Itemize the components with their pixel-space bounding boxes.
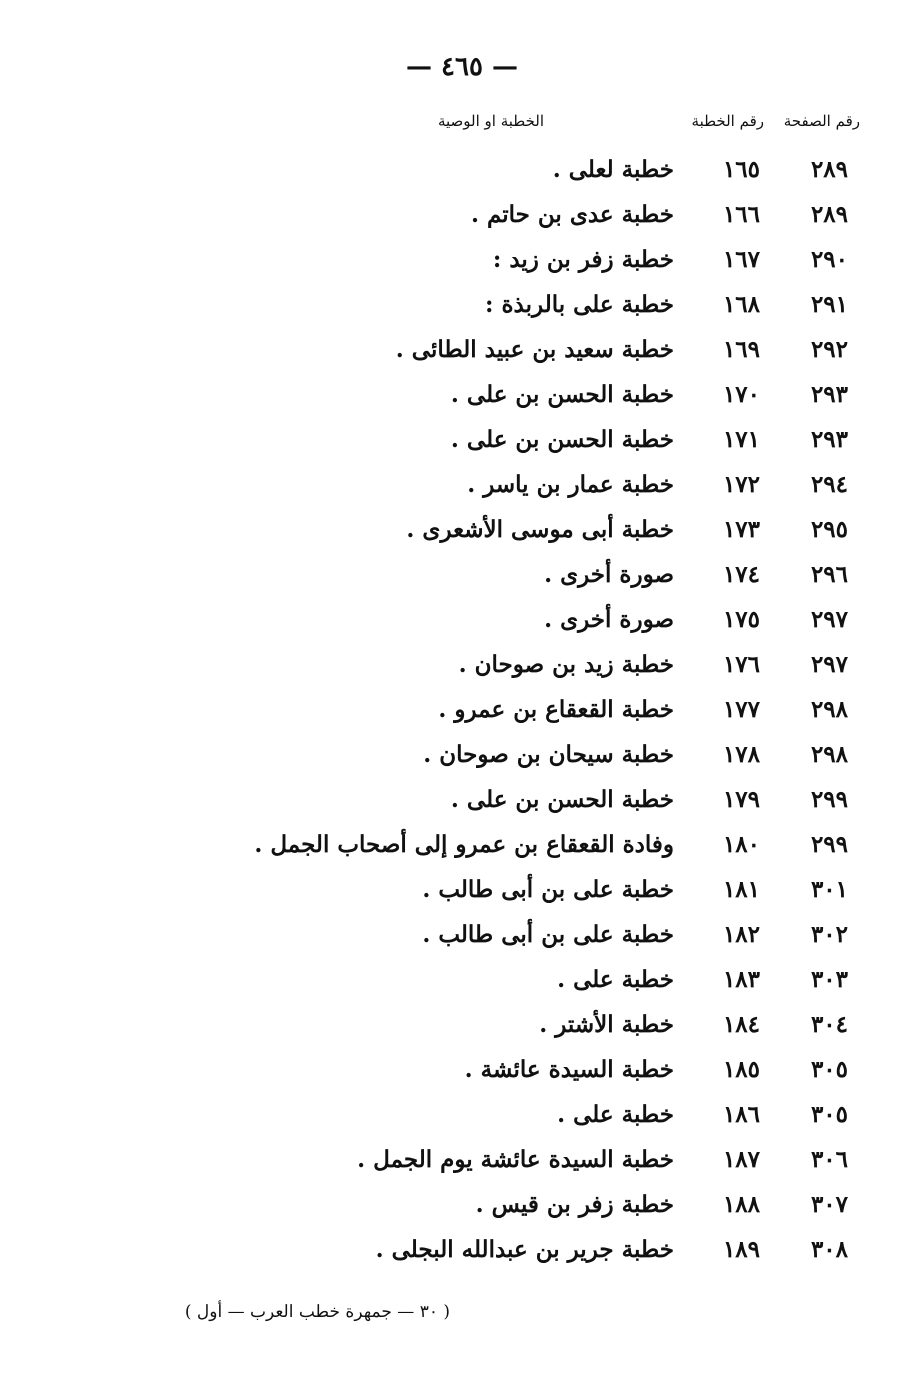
speech-number: ١٧٢ — [722, 471, 760, 498]
speech-title: خطبة عدى بن حاتم . — [470, 201, 674, 228]
speech-title: خطبة سيحان بن صوحان . — [423, 741, 674, 768]
page-ref: ٣٠٣ — [810, 966, 848, 993]
table-row — [0, 915, 924, 960]
page-ref: ٢٩٧ — [810, 606, 848, 633]
speech-number: ١٧٠ — [722, 381, 760, 408]
speech-title: وفادة القعقاع بن عمرو إلى أصحاب الجمل . — [254, 831, 674, 858]
speech-number: ١٨٥ — [722, 1056, 760, 1083]
page-ref: ٢٩٣ — [810, 426, 848, 453]
speech-number: ١٨٠ — [722, 831, 760, 858]
page-ref: ٣٠١ — [810, 876, 848, 903]
page-ref: ٢٩٥ — [810, 516, 848, 543]
table-row — [0, 375, 924, 420]
table-row — [0, 1140, 924, 1185]
speech-title: خطبة على بن أبى طالب . — [422, 876, 674, 903]
table-row — [0, 1095, 924, 1140]
speech-title: خطبة على بالربذة : — [484, 291, 674, 318]
page-ref: ٢٨٩ — [810, 156, 848, 183]
speech-title: صورة أخرى . — [544, 606, 674, 633]
header-number-column: رقم الخطبة — [691, 112, 764, 130]
speech-number: ١٦٧ — [722, 246, 760, 273]
page-ref: ٢٩٣ — [810, 381, 848, 408]
page-ref: ٣٠٥ — [810, 1101, 848, 1128]
table-row — [0, 240, 924, 285]
page-ref: ٢٩٨ — [810, 696, 848, 723]
speech-title: خطبة جرير بن عبدالله البجلى . — [375, 1236, 674, 1263]
speech-number: ١٧١ — [722, 426, 760, 453]
speech-number: ١٨٤ — [722, 1011, 760, 1038]
speech-title: خطبة السيدة عائشة . — [464, 1056, 674, 1083]
page-ref: ٣٠٥ — [810, 1056, 848, 1083]
header-page-column: رقم الصفحة — [783, 112, 860, 130]
footer-signature: ( ٣٠ — جمهرة خطب العرب — أول ) — [184, 1302, 450, 1322]
page-ref: ٣٠٤ — [810, 1011, 848, 1038]
index-table — [0, 150, 924, 1275]
speech-title: خطبة الأشتر . — [539, 1011, 674, 1038]
page-ref: ٢٩٦ — [810, 561, 848, 588]
speech-title: خطبة على . — [557, 1101, 674, 1128]
speech-title: خطبة على بن أبى طالب . — [422, 921, 674, 948]
speech-number: ١٧٩ — [722, 786, 760, 813]
table-row — [0, 1005, 924, 1050]
table-row — [0, 960, 924, 1005]
table-row — [0, 600, 924, 645]
table-row — [0, 285, 924, 330]
table-row — [0, 735, 924, 780]
speech-title: خطبة زفر بن قيس . — [475, 1191, 674, 1218]
table-row — [0, 1230, 924, 1275]
speech-title: خطبة الحسن بن على . — [450, 426, 674, 453]
table-row — [0, 780, 924, 825]
table-row — [0, 555, 924, 600]
page-ref: ٢٩٩ — [810, 831, 848, 858]
page-ref: ٢٩١ — [810, 291, 848, 318]
speech-number: ١٧٣ — [722, 516, 760, 543]
speech-number: ١٨١ — [722, 876, 760, 903]
table-row — [0, 150, 924, 195]
speech-number: ١٧٤ — [722, 561, 760, 588]
table-row — [0, 330, 924, 375]
speech-number: ١٨٦ — [722, 1101, 760, 1128]
speech-title: خطبة أبى موسى الأشعرى . — [406, 516, 674, 543]
page-ref: ٣٠٧ — [810, 1191, 848, 1218]
speech-title: خطبة عمار بن ياسر . — [467, 471, 674, 498]
speech-number: ١٧٦ — [722, 651, 760, 678]
table-row — [0, 465, 924, 510]
speech-number: ١٧٧ — [722, 696, 760, 723]
page-ref: ٢٩٢ — [810, 336, 848, 363]
table-row — [0, 420, 924, 465]
table-row — [0, 195, 924, 240]
speech-title: صورة أخرى . — [544, 561, 674, 588]
speech-number: ١٨٣ — [722, 966, 760, 993]
speech-number: ١٦٥ — [722, 156, 760, 183]
speech-number: ١٧٨ — [722, 741, 760, 768]
header-title-column: الخطبة او الوصية — [437, 112, 544, 130]
page-ref: ٣٠٢ — [810, 921, 848, 948]
speech-number: ١٧٥ — [722, 606, 760, 633]
page-ref: ٣٠٨ — [810, 1236, 848, 1263]
speech-title: خطبة سعيد بن عبيد الطائى . — [395, 336, 674, 363]
table-row — [0, 870, 924, 915]
speech-number: ١٦٦ — [722, 201, 760, 228]
speech-number: ١٨٧ — [722, 1146, 760, 1173]
page-ref: ٢٨٩ — [810, 201, 848, 228]
table-row — [0, 1185, 924, 1230]
speech-number: ١٨٨ — [722, 1191, 760, 1218]
speech-number: ١٦٨ — [722, 291, 760, 318]
page-ref: ٢٩٨ — [810, 741, 848, 768]
speech-title: خطبة الحسن بن على . — [450, 381, 674, 408]
speech-number: ١٦٩ — [722, 336, 760, 363]
page-ref: ٢٩٤ — [810, 471, 848, 498]
table-row — [0, 510, 924, 555]
page-ref: ٢٩٩ — [810, 786, 848, 813]
speech-title: خطبة على . — [557, 966, 674, 993]
table-header — [0, 112, 924, 142]
speech-title: خطبة لعلى . — [552, 156, 674, 183]
table-row — [0, 645, 924, 690]
table-row — [0, 1050, 924, 1095]
page-ref: ٢٩٧ — [810, 651, 848, 678]
table-row — [0, 690, 924, 735]
page-ref: ٣٠٦ — [810, 1146, 848, 1173]
page-number: — ٤٦٥ — — [405, 52, 519, 82]
speech-title: خطبة الحسن بن على . — [450, 786, 674, 813]
speech-title: خطبة زيد بن صوحان . — [458, 651, 674, 678]
speech-title: خطبة زفر بن زيد : — [492, 246, 674, 273]
speech-title: خطبة القعقاع بن عمرو . — [438, 696, 674, 723]
speech-number: ١٨٩ — [722, 1236, 760, 1263]
page-ref: ٢٩٠ — [810, 246, 848, 273]
speech-title: خطبة السيدة عائشة يوم الجمل . — [357, 1146, 674, 1173]
table-row — [0, 825, 924, 870]
speech-number: ١٨٢ — [722, 921, 760, 948]
